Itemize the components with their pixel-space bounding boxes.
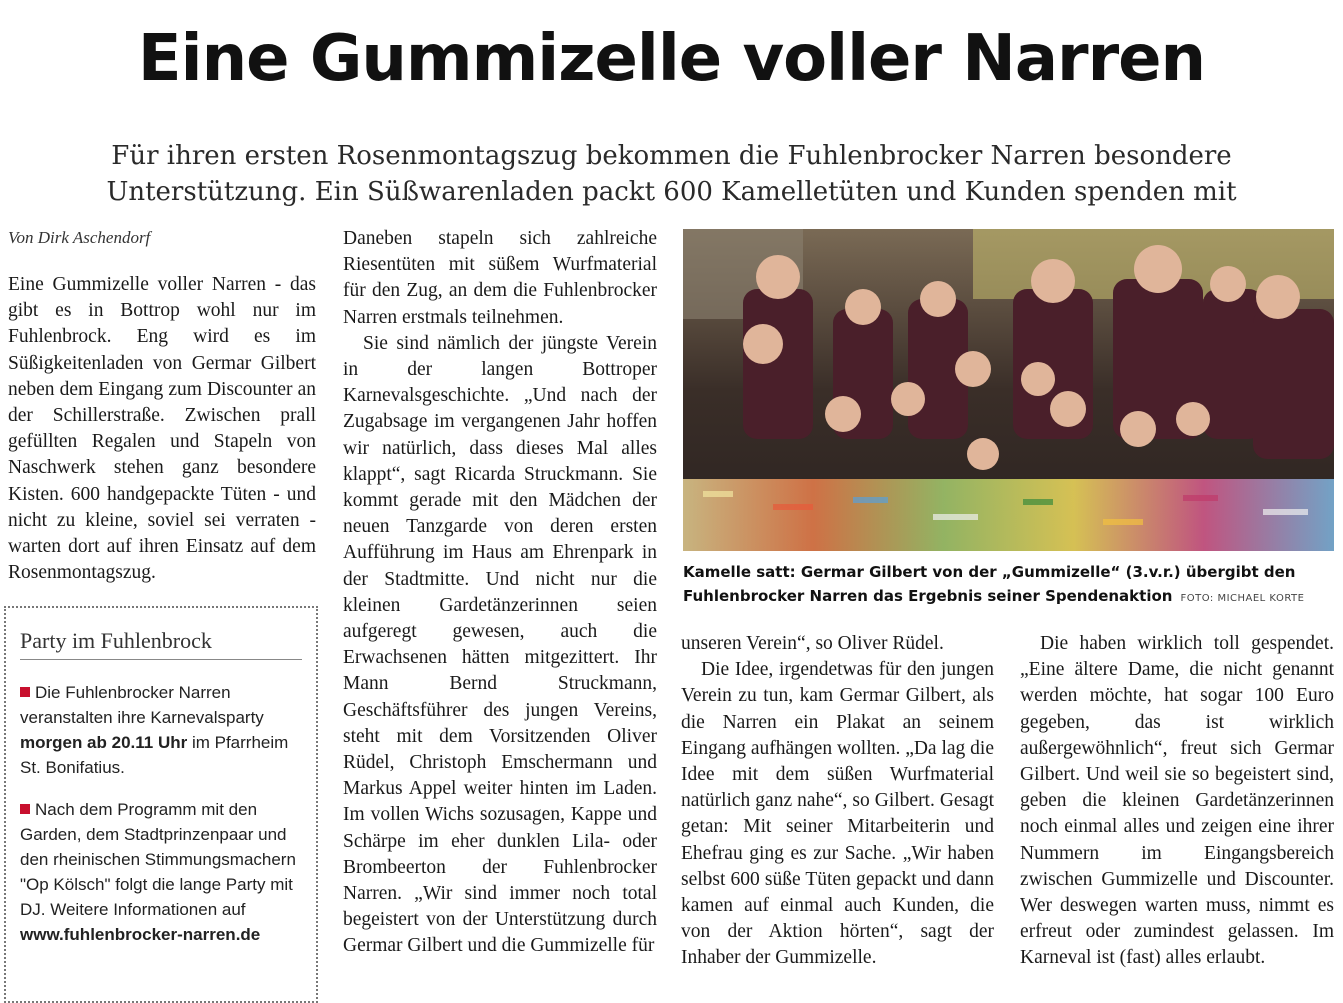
article-column-2 (343, 226, 657, 960)
info-box-title: Party im Fuhlenbrock (20, 628, 302, 660)
paragraph: Sie sind nämlich der jüngste Verein in der langen Bottroper Karnevalsgeschichte. „Und nach der Zugabsage im vergangenen Jahr hoffen wir natürlich, dass dieses Mal alles klappt“, sagt Ricarda Struckmann. Sie kommt gerade mit den Mädchen der neuen Tanzgarde von deren ersten Aufführung im Haus am Ehrenpark in der Stadtmitte. Und nicht nur die kleinen Gardetänzerinnen seien aufgeregt gewesen, auch die Erwachsenen hätten mitgezittert. Ihr Mann Bernd Struckmann, Geschäftsführer des jungen Vereins, steht mit dem Vorsitzenden Oliver Rüdel, Christoph Emschermann und Markus Appel weiter hinten im Laden. Im vollen Wichs sozusagen, Kappe und Schärpe im eher dunklen Lila- oder Brombeerton der Fuhlenbrocker Narren. „Wir sind immer noch total begeistert von der Unterstützung durch Germar Gilbert und die Gummizelle für (343, 332, 657, 957)
paragraph: Die haben wirklich toll gespendet. „Eine ältere Dame, die nicht genannt werden möchte, hat sogar 100 Euro gegeben, das ist wirklich außergewöhnlich“, freut sich Germar Gilbert. Und weil sie so begeistert sind, geben die kleinen Gardetänzerinnen noch einmal alles und zeigen eine ihrer Nummern im Eingangsbereich zwischen Gummizelle und Discounter. Wer deswegen warten muss, nimmt es erfreut oder zumindest gelassen. Im Karneval ist (fast) alles erlaubt. (1020, 633, 1334, 969)
info-box-body (20, 680, 306, 964)
article-column-1 (8, 272, 316, 586)
byline: Von Dirk Aschendorf (8, 228, 151, 247)
subheadline (10, 138, 1333, 210)
info-paragraph-program (20, 797, 306, 947)
caption-line-2 (683, 584, 1334, 611)
bullet-square-icon (20, 804, 30, 814)
caption-text: Fuhlenbrocker Narren das Ergebnis seiner Spendenaktion (683, 587, 1173, 605)
party-time: morgen ab 20.11 Uhr (20, 733, 188, 752)
photo-caption (683, 560, 1334, 611)
info-box (4, 606, 318, 1003)
website-link[interactable]: www.fuhlenbrocker-narren.de (20, 925, 261, 944)
info-text: Nach dem Programm mit den Garden, dem Stadtprinzenpaar und den rheinischen Stimmungsmachern "Op Kölsch" folgt die lange Party mit DJ. Weitere Informationen auf (20, 800, 296, 919)
info-text: Die Fuhlenbrocker Narren veranstalten ihre Karnevalsparty (20, 683, 264, 727)
article-column-4 (1020, 631, 1334, 972)
paragraph: unseren Verein“, so Oliver Rüdel. (681, 633, 944, 654)
photo-illustration (683, 229, 1334, 551)
photo-credit: FOTO: MICHAEL KORTE (1180, 593, 1305, 604)
paragraph: Die Idee, irgendetwas für den jungen Verein zu tun, kam Germar Gilbert, als die Narren ein Plakat an seinem Eingang aufhängen wollten. „Da lag die Idee mit dem süßen Wurfmaterial natürlich ganz nahe“, so Gilbert. Gesagt getan: Mit seiner Mitarbeiterin und Ehefrau ging es zur Sache. „Wir haben selbst 600 süße Tüten gepackt und dann kamen auf einmal auch Kunden, die von der Aktion hörten“, sagt der Inhaber der Gummizelle. (681, 659, 994, 969)
article-photo (683, 229, 1334, 551)
headline: Eine Gummizelle voller Narren (137, 22, 1206, 96)
subheadline-line-2: Unterstützung. Ein Süßwarenladen packt 600 Kamelletüten und Kunden spenden mit (106, 177, 1237, 207)
paragraph: Daneben stapeln sich zahlreiche Riesentüten mit süßem Wurfmaterial für den Zug, an dem die Fuhlenbrocker Narren erstmals teilnehmen. (343, 228, 657, 328)
info-text: im Pfarrheim St. Bonifatius. (20, 733, 289, 777)
article-column-3 (681, 631, 994, 972)
paragraph: Eine Gummizelle voller Narren - das gibt es in Bottrop wohl nur im Fuhlenbrock. Eng wird es im Süßigkeitenladen von Germar Gilbert neben dem Eingang zum Discounter an der Schillerstraße. Zwischen prall gefüllten Regalen und Stapeln von Naschwerk stehen ganz besondere Kisten. 600 handgepackte Tüten - und nicht zu kleine, soviel sei verraten - warten dort auf ihren Einsatz auf dem Rosenmontagszug. (8, 274, 316, 584)
caption-line-1: Kamelle satt: Germar Gilbert von der „Gummizelle“ (3.v.r.) übergibt den (683, 563, 1296, 581)
info-paragraph-party (20, 680, 306, 780)
subheadline-line-1: Für ihren ersten Rosenmontagszug bekommen die Fuhlenbrocker Narren besondere (111, 141, 1232, 171)
bullet-square-icon (20, 687, 30, 697)
